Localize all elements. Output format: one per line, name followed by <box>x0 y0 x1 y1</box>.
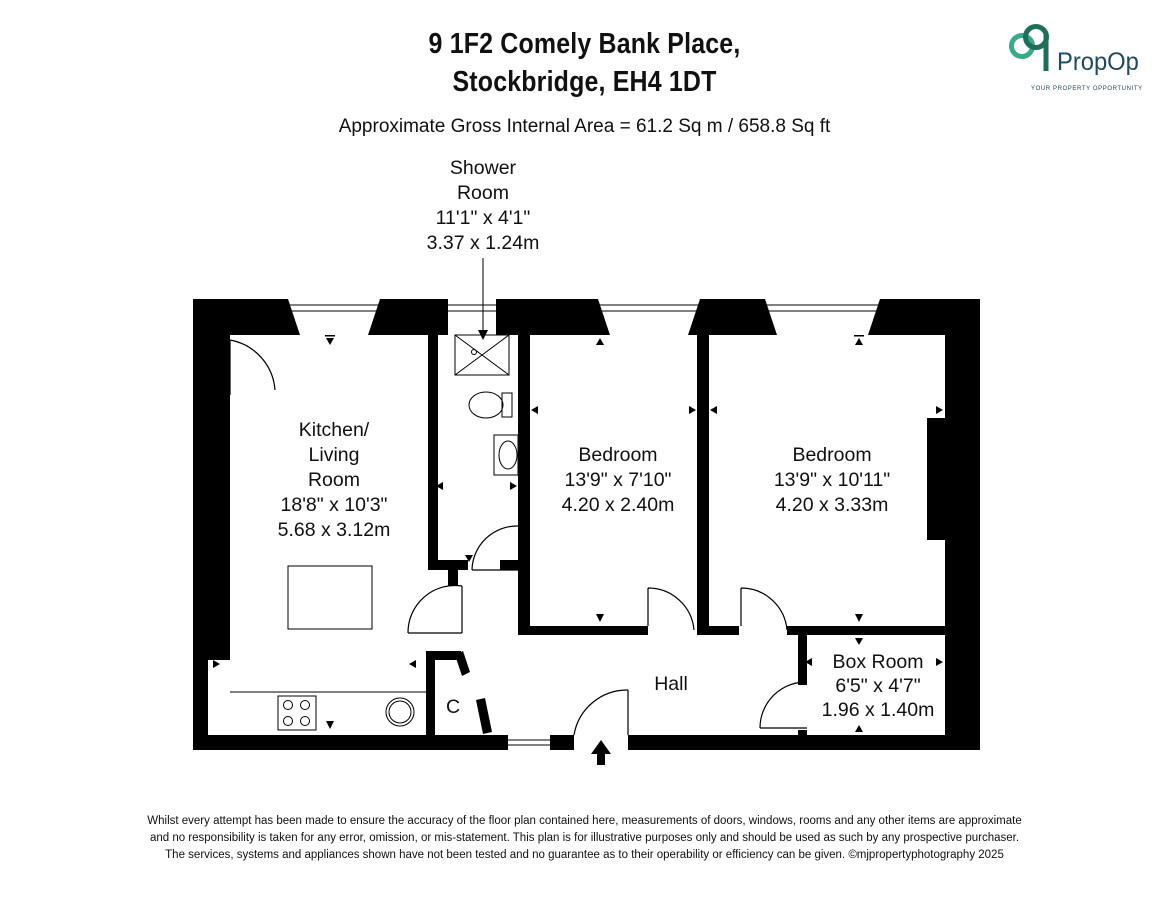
room-label-hall <box>654 672 688 697</box>
room-name: Box Room <box>832 651 924 673</box>
room-dimensions-metric: 3.37 x 1.24m <box>426 232 540 254</box>
room-name: Living <box>308 444 360 466</box>
room-dimensions-imperial: 11'1" x 4'1" <box>435 207 531 229</box>
room-dimensions-metric: 1.96 x 1.40m <box>821 699 935 721</box>
room-label-kitchen <box>278 418 391 543</box>
shower-fixtures <box>455 335 518 475</box>
room-dimensions-imperial: 18'8" x 10'3" <box>280 494 388 516</box>
page-title-line-1: 9 1F2 Comely Bank Place, <box>428 28 741 60</box>
room-label-shower <box>427 156 540 256</box>
page-title-line-2: Stockbridge, EH4 1DT <box>452 66 717 98</box>
room-dimensions-imperial: 13'9" x 7'10" <box>564 469 672 491</box>
room-name: Bedroom <box>578 444 658 466</box>
room-name: Hall <box>654 673 688 695</box>
room-label-cupboard <box>446 695 460 720</box>
disclaimer <box>0 813 1169 864</box>
disclaimer-line-3: The services, systems and appliances shown have not been tested and no guarantee as to their operability or efficiency can be given. ©mjpropertyphotography 2025 <box>165 849 1004 861</box>
room-name: Shower <box>449 157 517 179</box>
room-name: Room <box>456 182 510 204</box>
room-dimensions-metric: 4.20 x 3.33m <box>775 494 889 516</box>
logo-wordmark: PropOp <box>1057 48 1139 76</box>
room-name: Bedroom <box>792 444 872 466</box>
disclaimer-line-2: and no responsibility is taken for any error, omission, or mis-statement. This plan is for illustrative purposes only and should be used as such by any prospective purchaser. <box>149 832 1020 844</box>
room-dimensions-metric: 5.68 x 3.12m <box>277 519 391 541</box>
logo-tagline: YOUR PROPERTY OPPORTUNITY <box>1031 86 1143 92</box>
room-dimensions-imperial: 13'9" x 10'11" <box>773 469 891 491</box>
room-dimensions-imperial: 6'5" x 4'7" <box>835 675 921 697</box>
room-name: Room <box>307 469 361 491</box>
room-label-bedroom-2 <box>774 443 890 518</box>
room-name: C <box>445 696 461 718</box>
kitchen-fixtures <box>230 566 426 730</box>
room-name: Kitchen/ <box>298 419 370 441</box>
disclaimer-line-1: Whilst every attempt has been made to ensure the accuracy of the floor plan contained here, measurements of doors, windows, rooms and any other items are approximate <box>147 815 1022 827</box>
room-label-box-room <box>822 650 935 722</box>
gross-internal-area: Approximate Gross Internal Area = 61.2 Sq m / 658.8 Sq ft <box>338 116 831 137</box>
room-dimensions-metric: 4.20 x 2.40m <box>561 494 675 516</box>
room-label-bedroom-1 <box>562 443 675 518</box>
